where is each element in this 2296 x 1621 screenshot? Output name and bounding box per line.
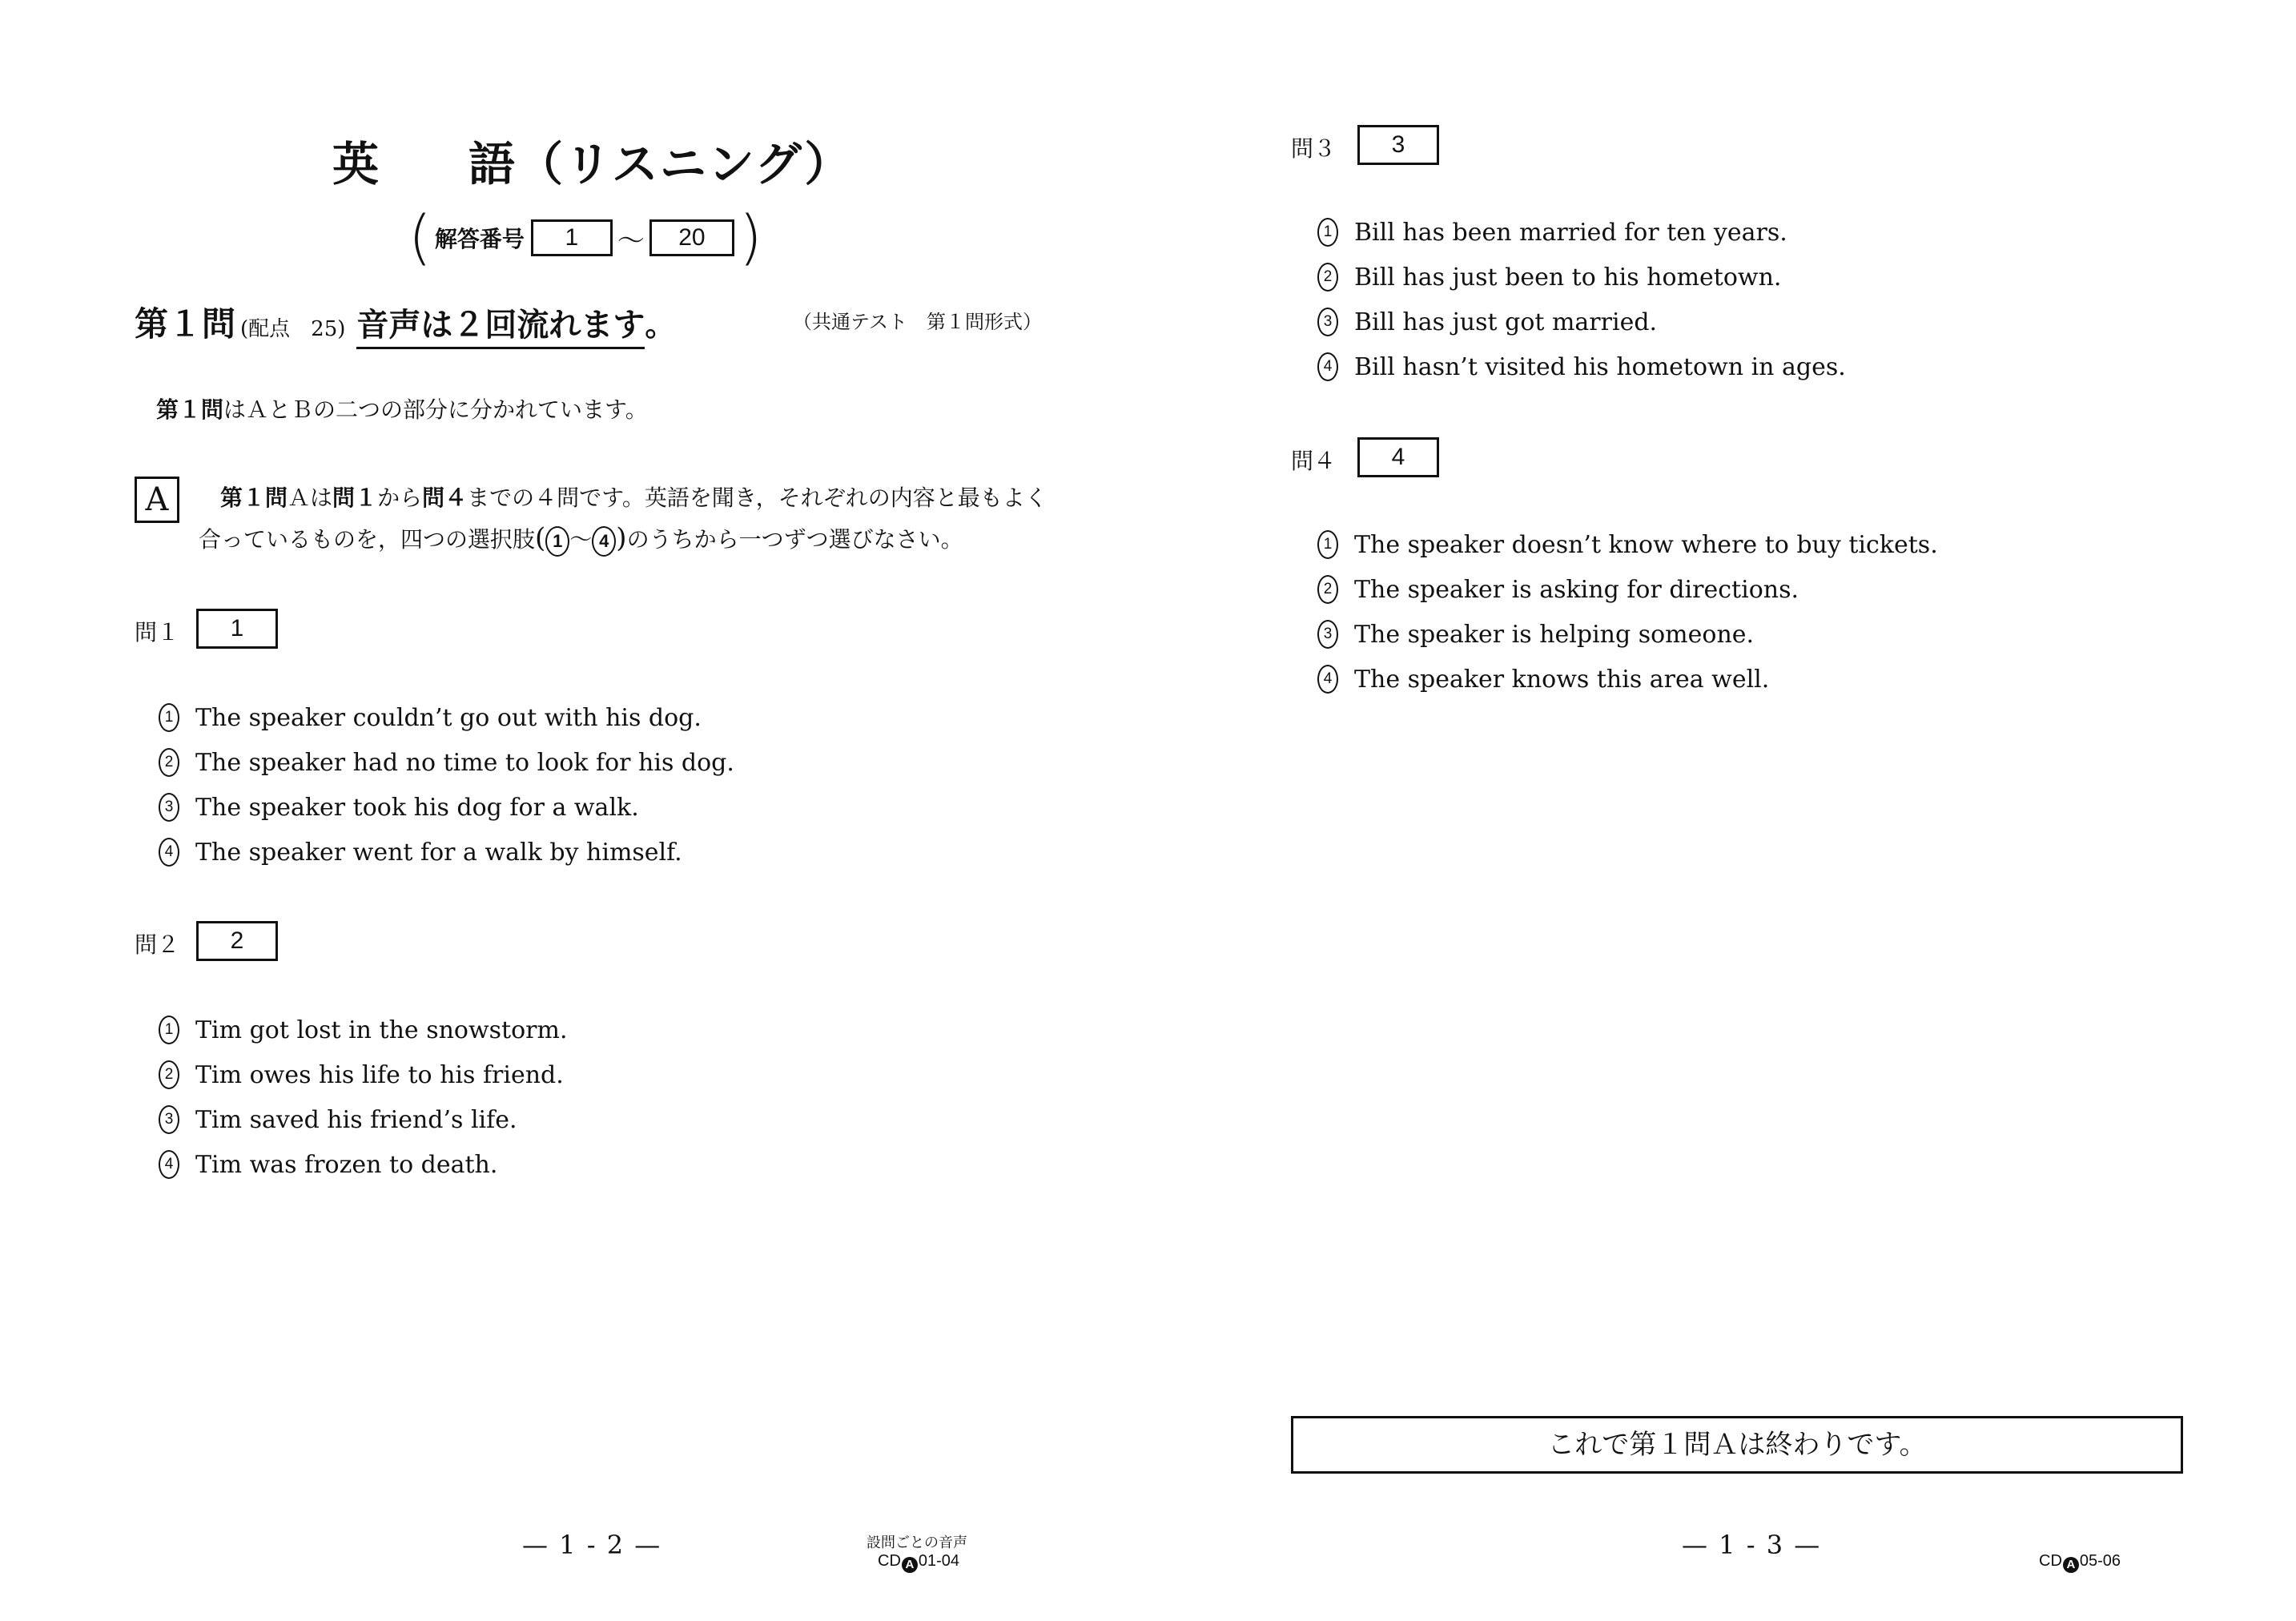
answer-option [1317,352,1846,381]
intro-bold: 第１問 [156,396,224,423]
option-text: Tim was frozen to death. [195,1150,498,1179]
instr2-before: 合っているものを，四つの選択肢 [199,526,536,553]
answer-range-from-box: 1 [531,219,613,256]
circled-number-icon: 4 [1317,352,1338,381]
answer-option [159,838,682,867]
page-number-left: — 1 - 2 — [522,1530,662,1560]
instr-mid: は [310,485,333,511]
circled-number-icon: 4 [159,838,179,867]
answer-option [1317,218,1787,247]
question1-instruction-punct: 。 [645,308,676,343]
answer-option [1317,308,1657,336]
answer-range-to-box: 20 [649,219,734,256]
option-text: The speaker had no time to look for his dog. [195,748,734,777]
circled-number-icon: 2 [1317,575,1338,604]
option-text: Bill has been married for ten years. [1354,218,1787,247]
answer-option [1317,620,1754,649]
answer-option [159,1105,517,1134]
question-label: 問４ [1291,448,1337,474]
section-a-marker: A [135,477,179,523]
question1-points: (配点 25) [240,317,346,341]
circled-number-icon: 3 [159,793,179,822]
circled-number-icon: 4 [1317,665,1338,694]
circled-number-icon: 2 [1317,263,1338,292]
instr-a: Ａ [288,485,311,511]
instr2-tilde: 〜 [569,526,593,553]
title-rest: 語（リスニング） [468,137,853,191]
cd-track-range: 05-06 [2079,1552,2121,1570]
circled-number-icon: 3 [1317,308,1338,336]
option-text: Bill hasn’t visited his hometown in ages. [1354,352,1846,381]
circled-number-icon: 3 [1317,620,1338,649]
cd-prefix: CD [2039,1552,2062,1570]
answer-option [1317,263,1781,292]
page-title [332,127,852,194]
question-label: 問３ [1291,135,1337,162]
circled-number-icon: 1 [159,703,179,732]
instr-q1: 問１ [332,485,378,511]
cd-a-icon: A [902,1557,918,1573]
option-text: The speaker went for a walk by himself. [195,838,682,867]
cd-prefix: CD [878,1552,901,1570]
answer-option [159,748,734,777]
circled-4-icon: 4 [592,526,616,557]
answer-option [159,1150,497,1179]
answer-range [408,203,762,272]
circled-number-icon: 2 [159,748,179,777]
circled-number-icon: 1 [1317,218,1338,247]
option-text: Bill has just been to his hometown. [1354,263,1782,292]
answer-option [1317,530,1938,559]
answer-range-label: 解答番号 [434,226,525,252]
option-text: The speaker doesn’t know where to buy tickets. [1354,530,1938,559]
question1-instruction: 音声は２回流れます [356,300,645,349]
question1-label: 第１問 [135,304,236,344]
cd-a-icon: A [2063,1557,2079,1573]
circled-number-icon: 4 [159,1150,179,1179]
option-text: Tim owes his life to his friend. [195,1060,564,1089]
question1-intro [156,392,648,424]
instr2-after: のうちから一つずつ選びなさい。 [626,526,963,553]
instr-rest: までの４問です。英語を聞き，それぞれの内容と最もよく [467,485,1047,511]
audio-per-question-label: 設問ごとの音声 [867,1535,967,1551]
answer-box: 4 [1357,437,1439,477]
instr-q4: 問４ [422,485,468,511]
option-text: Tim saved his friend’s life. [195,1105,517,1134]
answer-option [159,703,702,732]
format-note: （共通テスト 第１問形式） [793,311,1043,333]
option-text: The speaker took his dog for a walk. [195,793,639,822]
circled-number-icon: 2 [159,1060,179,1089]
intro-rest: はＡとＢの二つの部分に分かれています。 [223,396,648,423]
answer-option [159,1060,564,1089]
answer-option [159,1016,568,1044]
left-paren: ( [408,203,432,272]
circled-number-icon: 3 [159,1105,179,1134]
circled-1-icon: 1 [545,526,569,557]
cd-track-right [2039,1552,2121,1573]
option-text: The speaker is asking for directions. [1354,575,1799,604]
circled-number-icon: 1 [159,1016,179,1044]
answer-option [1317,665,1769,694]
option-text: The speaker couldn’t go out with his dog. [195,703,702,732]
cd-track-left [878,1552,959,1573]
answer-box: 3 [1357,125,1439,165]
page-number-right: — 1 - 3 — [1682,1530,1822,1560]
answer-box: 2 [196,921,278,961]
answer-option [159,793,639,822]
end-of-section-notice: これで第１問Ａは終わりです。 [1291,1416,2183,1474]
instr-bold: 第１問 [220,485,288,511]
answer-range-tilde: 〜 [617,224,645,257]
section-a-instruction-line1 [220,481,1047,513]
answer-box: 1 [196,609,278,649]
option-text: The speaker is helping someone. [1354,620,1755,649]
option-text: Tim got lost in the snowstorm. [195,1016,568,1044]
section-a-instruction-line2: 合っているものを，四つの選択肢( 1 〜 4 )のうちから一つずつ選びなさい。 [199,522,963,557]
title-main: 英 [332,137,381,191]
circled-number-icon: 1 [1317,530,1338,559]
answer-option [1317,575,1799,604]
option-text: Bill has just got married. [1354,308,1658,336]
instr-kara: から [377,485,423,511]
cd-track-range: 01-04 [918,1552,960,1570]
question-label: 問２ [135,931,180,958]
question-label: 問１ [135,619,180,646]
option-text: The speaker knows this area well. [1354,665,1770,694]
right-paren: ) [738,203,762,272]
question1-header [135,298,675,349]
